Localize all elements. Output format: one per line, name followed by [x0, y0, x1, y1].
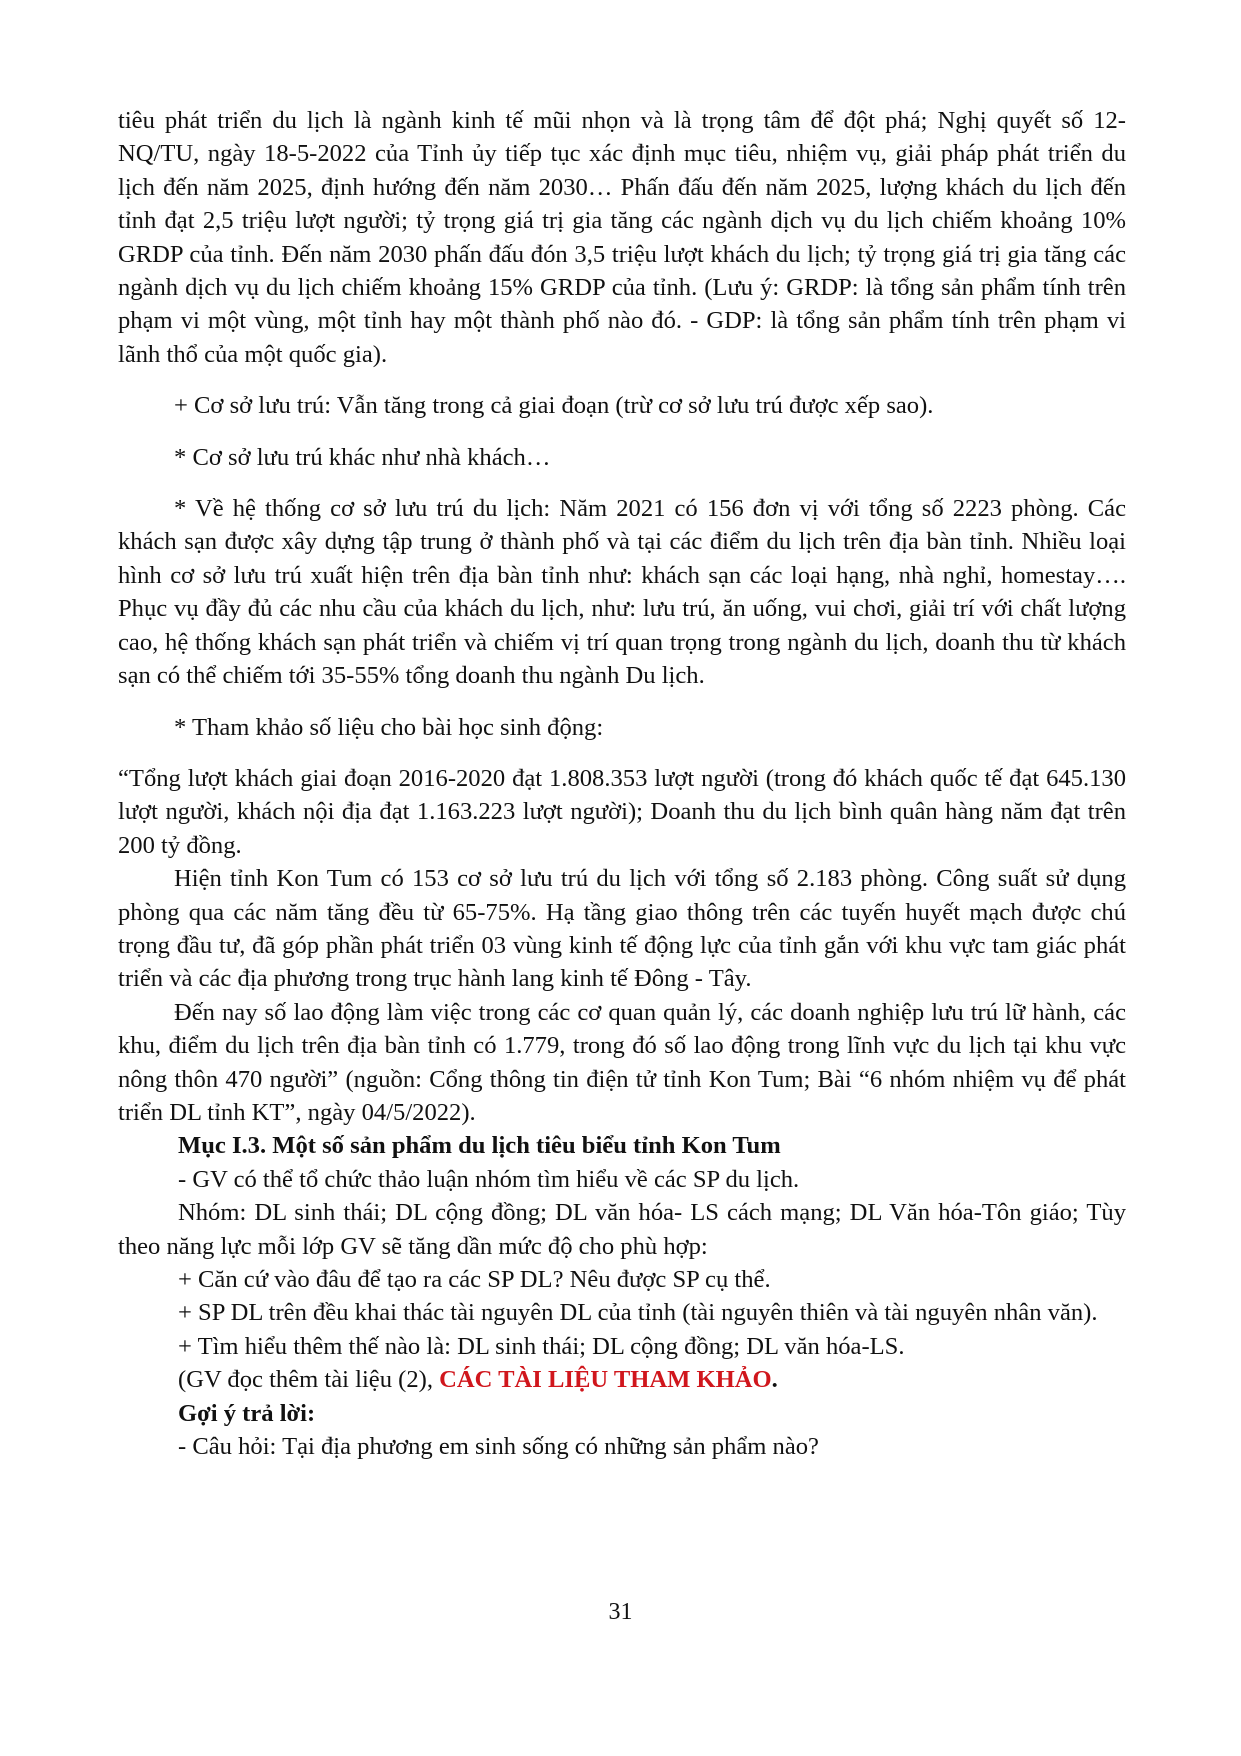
paragraph-accommodation-system: * Về hệ thống cơ sở lưu trú du lịch: Năm 2021 có 156 đơn vị với tổng số 2223 phòng. Các khách sạn được xây dựng tập trung ở thành phố và tại các điểm du lịch trên địa bàn tỉnh. Nhiều loại hình cơ sở lưu trú xuất hiện trên địa bàn tỉnh như: khách sạn các loại hạng, nhà nghỉ, homestay…. Phục vụ đầy đủ các nhu cầu của khách du lịch, như: lưu trú, ăn uống, vui chơi, giải trí với chất lượng cao, hệ thống khách sạn phát triển và chiếm vị trí quan trọng trong ngành du lịch, doanh thu từ khách sạn có thể chiếm tới 35-55% tổng doanh thu ngành Du lịch.	[118, 495, 1126, 690]
paragraph-learn-more: + Tìm hiểu thêm thế nào là: DL sinh thái; DL cộng đồng; DL văn hóa-LS.	[178, 1332, 905, 1360]
reading-note-text: (GV đọc thêm tài liệu (2),	[178, 1366, 440, 1394]
paragraph-local-products-question: - Câu hỏi: Tại địa phương em sinh sống có những sản phẩm nào?	[178, 1433, 819, 1461]
paragraph-question-basis: + Căn cứ vào đâu để tạo ra các SP DL? Nêu được SP cụ thể.	[178, 1266, 771, 1293]
reference-materials-link: CÁC TÀI LIỆU THAM KHẢO	[439, 1366, 772, 1394]
paragraph-accommodation-growth: + Cơ sở lưu trú: Vẫn tăng trong cả giai đoạn (trừ cơ sở lưu trú được xếp sao).	[174, 392, 934, 420]
section-heading: Mục I.3. Một số sản phẩm du lịch tiêu biểu tỉnh Kon Tum	[178, 1132, 781, 1160]
paragraph-other-accommodation: * Cơ sở lưu trú khác như nhà khách…	[174, 443, 551, 471]
reading-note-end: .	[771, 1366, 778, 1394]
paragraph-tourism-targets: tiêu phát triển du lịch là ngành kinh tế mũi nhọn và là trọng tâm để đột phá; Nghị quyết số 12-NQ/TU, ngày 18-5-2022 của Tỉnh ủy tiếp tục xác định mục tiêu, nhiệm vụ, giải pháp phát triển du lịch đến năm 2025, định hướng đến năm 2030… Phấn đấu đến năm 2025, lượng khách du lịch đến tỉnh đạt 2,5 triệu lượt người; tỷ trọng giá trị gia tăng các ngành dịch vụ du lịch chiếm khoảng 10% GRDP của tỉnh. Đến năm 2030 phấn đấu đón 3,5 triệu lượt khách du lịch; tỷ trọng giá trị gia tăng các ngành dịch vụ du lịch chiếm khoảng 15% GRDP của tỉnh. (Lưu ý: GRDP: là tổng sản phẩm tính trên phạm vi một vùng, một tỉnh hay một thành phố nào đó. - GDP: là tổng sản phẩm tính trên phạm vi lãnh thổ của một quốc gia).	[118, 107, 1126, 368]
paragraph-reading-note	[118, 1363, 1126, 1396]
paragraph-tourism-groups: Nhóm: DL sinh thái; DL cộng đồng; DL văn hóa- LS cách mạng; DL Văn hóa-Tôn giáo; Tùy theo năng lực mỗi lớp GV sẽ tăng dần mức độ cho phù hợp:	[118, 1199, 1126, 1260]
paragraph-reference-data: * Tham khảo số liệu cho bài học sinh động:	[174, 713, 604, 741]
document-page	[118, 104, 1126, 1463]
paragraph-group-discussion: - GV có thể tổ chức thảo luận nhóm tìm hiểu về các SP du lịch.	[178, 1165, 800, 1193]
page-number: 31	[608, 1599, 633, 1625]
paragraph-kon-tum-facilities: Hiện tỉnh Kon Tum có 153 cơ sở lưu trú du lịch với tổng số 2.183 phòng. Công suất sử dụng phòng qua các năm tăng đều từ 65-75%. Hạ tầng giao thông trên các tuyến huyết mạch được chú trọng đầu tư, đã góp phần phát triển 03 vùng kinh tế động lực của tỉnh gắn với khu vực tam giác phát triển và các địa phương trong trục hành lang kinh tế Đông - Tây.	[118, 865, 1126, 993]
paragraph-resources: + SP DL trên đều khai thác tài nguyên DL của tỉnh (tài nguyên thiên và tài nguyên nhân văn).	[178, 1299, 1098, 1327]
paragraph-labor-statistics: Đến nay số lao động làm việc trong các cơ quan quản lý, các doanh nghiệp lưu trú lữ hành, các khu, điểm du lịch trên địa bàn tỉnh có 1.779, trong đó số lao động trong lĩnh vực du lịch tại khu vực nông thôn 470 người” (nguồn: Cổng thông tin điện tử tỉnh Kon Tum; Bài “6 nhóm nhiệm vụ để phát triển DL tỉnh KT”, ngày 04/5/2022).	[118, 998, 1126, 1126]
paragraph-visitor-statistics: “Tổng lượt khách giai đoạn 2016-2020 đạt 1.808.353 lượt người (trong đó khách quốc tế đạt 645.130 lượt người, khách nội địa đạt 1.163.223 lượt người); Doanh thu du lịch bình quân hàng năm đạt trên 200 tỷ đồng.	[118, 764, 1126, 859]
answer-hint-heading: Gợi ý trả lời:	[178, 1399, 316, 1427]
